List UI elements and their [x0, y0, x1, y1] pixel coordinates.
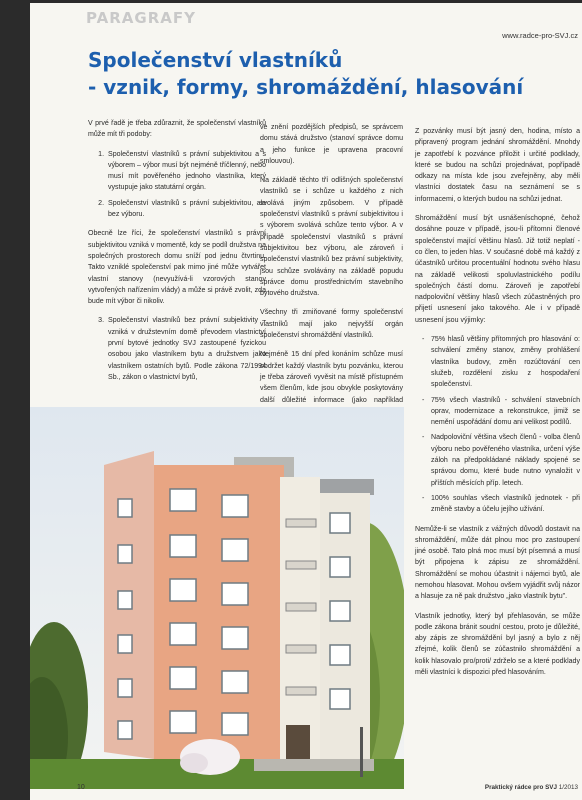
- column-right: [415, 126, 580, 686]
- column-middle: [260, 122, 403, 425]
- paragraph: Shromáždění musí být usnášeníschopné, čehož dosáhne pouze v případě, jsou-li přítomni členové společenství mající většinu hlasů. Již totiž neplatí - co člen, to jeden hlas. V současné době má každý z účastníků určitou procentuální hodnotu svého hlasu na základě velikosti spoluvlastnického podílu společných částí domu. Zároveň je zapotřebí nadpoloviční většiny hlasů všech zúčastněných pro přijetí usnesení jako takového. Ale i v případě usnesení jsou výjimky:: [415, 215, 580, 324]
- exceptions-list: [415, 334, 580, 515]
- site-url: www.radce-pro-SVJ.cz: [502, 31, 578, 40]
- magazine-page: [30, 3, 582, 800]
- paragraph: Nemůže-li se vlastník z vážných důvodů dostavit na shromáždění, může dát plnou moc pro zastoupení jiné osobě. Tato plná moc musí být písemná a musí být připojena k zápisu ze shromáždění. Shromáždění se mohou účastnit i nájemci bytů, ale nemohou hlasovat. Mohou ovšem vyjádřit svůj názor a hlasuje za ně pak družstvo „jako vlastník bytu".: [415, 525, 580, 601]
- paragraph: Z pozvánky musí být jasný den, hodina, místo a připravený program jednání shromáždění. Mnohdy je zapotřebí k pozvánce přiložit i určité podklady, které se budou na schůzi projednávat, popřípadě odkazy na místa kde jsou zveřejněny, aby měli vlastníci dostatek času na seznámení se s informacemi, o kterých budou na schůzi jednat.: [415, 128, 580, 203]
- paragraph: Všechny tři zmiňované formy společenství vlastníků mají jako nejvyšší orgán společenství shromáždění vlastníků.: [260, 309, 403, 340]
- list-item: - 75% všech vlastníků - schválení stavebních oprav, modernizace a rekonstrukce, jimiž se nemění uspořádání domu ani velikost podílů.: [431, 395, 580, 429]
- apartment-building-photo: [30, 407, 404, 789]
- title-line-2: - vznik, formy, shromáždění, hlasování: [88, 75, 524, 99]
- issue-number: 1/2013: [558, 784, 578, 791]
- title-line-1: Společenství vlastníků: [88, 48, 343, 72]
- page-number: 10: [77, 784, 85, 791]
- forms-list: [88, 149, 266, 221]
- list-item: - 75% hlasů většiny přítomných pro hlasování o: schválení změny stanov, změny prohlášení vlastníka budovy, změn rozúčtování cen služeb, rozdělení zisku z hospodaření společenství.: [431, 334, 580, 390]
- paragraph: Obecně lze říci, že společenství vlastníků s právní subjektivitou vzniká v momentě, kdy se podíl družstva na společných prostorech domu sníží pod jednu čtvrtinu. Takto vzniklé společenství pak mimo jiné může vytvářet vlastní stanovy (nevyužívá-li vzorových stanov vytvořených nařízením vlády) a může si právě zvolit, zda bude mít výbor či nikoliv.: [88, 230, 266, 306]
- column-left: [88, 118, 266, 391]
- paragraph: Nejméně 15 dní před konáním schůze musí obdržet každý vlastník bytu pozvánku, kterou je třeba zároveň vyvěsit na místě přístupném všem členům, kde jsou obvykle poskytovány další důležité informace (jako například: [260, 351, 403, 404]
- paragraph: ve znění pozdějších předpisů, se správcem domu stává družstvo (stanoví správce domu a jeho funkce je upravena pracovní smlouvou).: [260, 124, 403, 165]
- forms-list-continued: [88, 315, 266, 383]
- list-item: 1. Společenství vlastníků s právní subjektivitou a s výborem – výbor musí být nejméně tříčlenný, nebo musí mít pověřeného jednoho vlastníka, který vystupuje jako statutární orgán.: [106, 149, 266, 194]
- paragraph: Vlastník jednotky, který byl přehlasován, se může podle zákona bránit soudní cestou, proto je důležité, aby zápis ze shromáždění byl jasný a bylo z něj zřejmé, kolik členů se zúčastnilo shromáždění a kolik hlasovalo pro/proti/ zdrželo se a které podklady měli vlastníci k dispozici před hlasováním.: [415, 612, 580, 677]
- list-item: - Nadpoloviční většina všech členů - volba členů výboru nebo pověřeného vlastníka, určení výše záloh na předpokládané náklady spojené se správou domu, které bude nutno vynaložit v příštích měsících příp. letech.: [431, 432, 580, 488]
- publication-name: Praktický rádce pro SVJ: [484, 784, 557, 791]
- list-item: 3. Společenství vlastníků bez právní subjektivity – vzniká v družstevním domě převodem vlastnictví první bytové jednotky SVJ zastoupené fyzickou osobou jako vlastníkem bytu a družstvem jako vlastníkem ostatních bytů. Podle zákona 72/1994 Sb., zákon o vlastnictví bytů,: [106, 315, 266, 383]
- paragraph: Na základě těchto tří odlišných společenství vlastníků se i schůze u každého z nich svolává jiným způsobem. V případě společenství vlastníků s právní subjektivitou i s výborem svolává schůze tento výbor. A v případě společenství vlastníků s právní subjektivitou bez výboru, ale zároveň i společenství vlastníků bez právní subjektivity, jsou schůze svolávány na základě popudu správce domu prostřednictvím stavebního bytového družstva.: [260, 177, 403, 298]
- article-title: [88, 47, 582, 101]
- section-label: PARAGRAFY: [86, 9, 196, 27]
- footer: [485, 784, 578, 791]
- list-item: 2. Společenství vlastníků s právní subjektivitou, ale bez výboru.: [106, 198, 266, 221]
- intro-paragraph: V prvé řadě je třeba zdůraznit, že společenství vlastníků může mít tři podoby:: [88, 120, 266, 139]
- list-item: - 100% souhlas všech vlastníků jednotek - při změně stavby a účelu jejího užívání.: [431, 493, 580, 516]
